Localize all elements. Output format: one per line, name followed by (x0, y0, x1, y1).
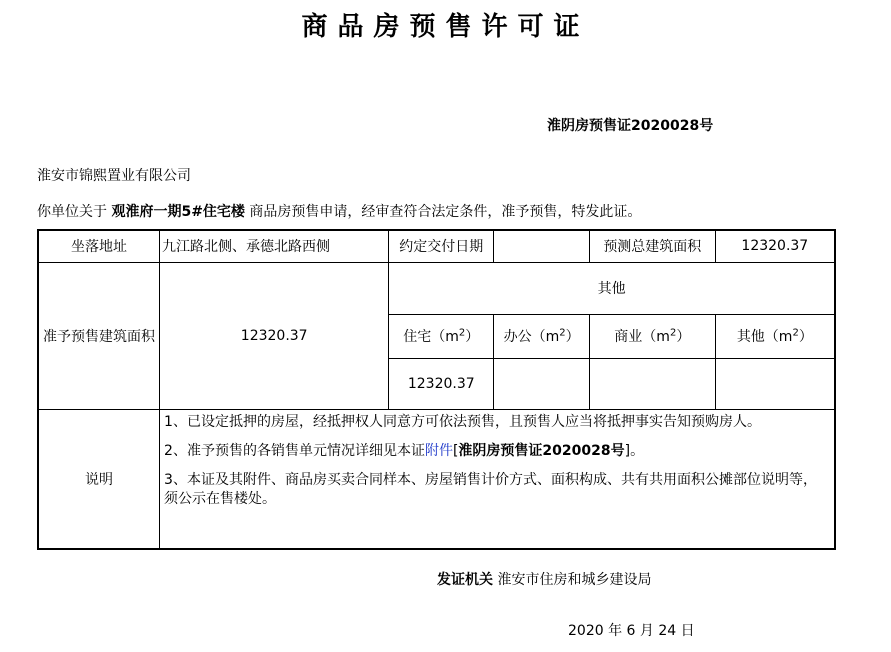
residential-value: 12320.37 (389, 358, 494, 409)
unit-exponent: 2 (669, 327, 677, 339)
delivery-date-label: 约定交付日期 (389, 230, 494, 262)
company-name: 淮安市锦熙置业有限公司 (37, 168, 191, 184)
note-3: 3、本证及其附件、商品房买卖合同样本、房屋销售计价方式、面积构成、共有共用面积公摊部位说明等，须公示在售楼处。 (164, 471, 817, 507)
unit-exponent: 2 (792, 327, 799, 339)
note-2-bracket: [ (452, 442, 459, 459)
approved-area-value: 12320.37 (160, 262, 389, 409)
unit-close: ） (676, 329, 691, 345)
issue-date: 2020 年 6 月 24 日 (568, 623, 695, 639)
col-office-text: 办公（m (503, 329, 560, 345)
col-other-text: 其他（m (736, 329, 793, 345)
intro-prefix: 你单位关于 (37, 204, 107, 220)
col-residential-header (389, 314, 494, 358)
col-residential-text: 住宅（m (403, 329, 459, 345)
unit-exponent: 2 (559, 327, 566, 339)
location-label: 坐落地址 (38, 230, 160, 262)
commercial-value (589, 358, 715, 409)
intro-statement (37, 201, 641, 221)
col-commercial-header (589, 314, 715, 358)
col-other-header (715, 314, 835, 358)
note-2-suffix: ]。 (624, 442, 645, 459)
unit-close: ） (465, 329, 480, 345)
total-area-label: 预测总建筑面积 (589, 230, 715, 262)
office-value (494, 358, 590, 409)
note-2-cert-ref: 淮阴房预售证2020028号 (458, 442, 625, 459)
issuer-label: 发证机关 (437, 572, 493, 588)
delivery-date-value (494, 230, 590, 262)
unit-close: ） (565, 329, 580, 345)
unit-exponent: 2 (458, 327, 466, 339)
col-commercial-text: 商业（m (614, 329, 670, 345)
location-value: 九江路北侧、承德北路西侧 (160, 230, 389, 262)
document-title: 商品房预售许可证 (301, 12, 590, 42)
col-office-header (494, 314, 590, 358)
note-1: 1、已设定抵押的房屋，经抵押权人同意方可依法预售，且预售人应当将抵押事实告知预购房人。 (164, 413, 761, 430)
other-value (715, 358, 835, 409)
intro-suffix: 商品房预售申请，经审查符合法定条件，准予预售，特发此证。 (249, 204, 642, 220)
note-2 (164, 442, 830, 461)
permit-table (37, 229, 836, 550)
project-name: 观淮府一期5#住宅楼 (111, 204, 245, 220)
notes-label: 说明 (38, 409, 160, 549)
issuer-value: 淮安市住房和城乡建设局 (497, 572, 652, 588)
notes-content (160, 409, 835, 549)
total-area-value: 12320.37 (715, 230, 835, 262)
note-2-prefix: 2、准予预售的各销售单元情况详细见本证 (164, 442, 425, 459)
unit-close: ） (798, 329, 813, 345)
issuing-authority (437, 569, 651, 589)
other-header: 其他 (389, 262, 835, 314)
certificate-number: 淮阴房预售证2020028号 (547, 118, 714, 134)
attachment-link[interactable]: 附件 (424, 442, 453, 459)
approved-area-label: 准予预售建筑面积 (38, 262, 160, 409)
